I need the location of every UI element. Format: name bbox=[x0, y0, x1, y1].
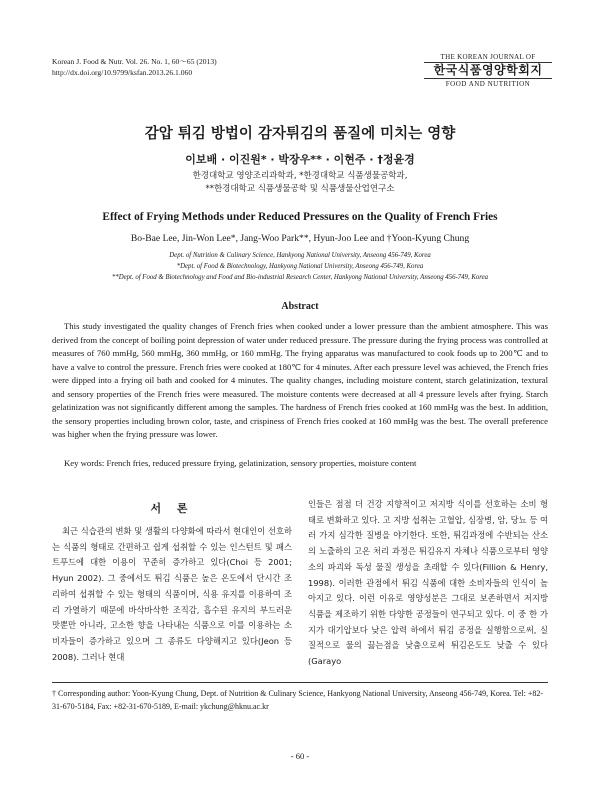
body-text-right-column: 인들은 점점 더 건강 지향적이고 저지방 식이를 선호하는 소비 형태로 변화하고 있다. 고 지방 섭취는 고혈압, 심장병, 암, 당뇨 등 여러 가지 심각한 질병을 야기한다. 또한, 튀김과정에 수반되는 산소의 노출하의 고온 처리 과정은 튀김유지 자체나 식품으로부터 영양소의 파괴와 독성 물질 생성을 초래할 수 있다(Fillion & Henry, 1998). 이러한 관점에서 튀김 식품에 대한 소비자들의 인식이 높아지고 있다. 이런 이유로 영양성분은 그대로 보존하면서 저지방 식품을 제조하기 위한 다양한 공정들이 연구되고 있다. 이 중 한 가지가 대기압보다 낮은 압력 하에서 튀김 공정을 실행함으로써, 실질적으로 물의 끓는점을 낮춤으로써 튀김온도도 낮출 수 있다(Garayo bbox=[308, 499, 548, 667]
journal-citation-block bbox=[52, 56, 217, 78]
korean-title: 감압 튀김 방법이 감자튀김의 품질에 미치는 영향 bbox=[144, 126, 456, 142]
keywords: Key words: French fries, reduced pressure frying, gelatinization, sensory properties, moisture content bbox=[64, 458, 417, 468]
abstract-heading: Abstract bbox=[281, 301, 319, 312]
english-title: Effect of Frying Methods under Reduced Pressures on the Quality of French Fries bbox=[102, 211, 498, 223]
abstract-text: This study investigated the quality changes of French fries when cooked under a lower pressure than the ambient atmosphere. This was derived from the concept of boiling point depression of water under reduced pressure. The pressure during the frying process was controlled at measures of 760 mmHg, 560 mmHg, 360 mmHg, or 160 mmHg. The frying apparatus was manufactured to cook foods up to 200℃ and to have a valve to control the pressure. French fries were cooked at 180℃ for 4 minutes. After each pressure level was achieved, the French fries were dipped into a frying oil bath and cooked for 4 minutes. The quality changes, including moisture content, starch gelatinization, textural and sensory properties of the French fries were measured. The moisture contents were decreased at all 4 pressure levels after frying. Starch gelatinization was not significantly different among the samples. The hardness of French fries cooked at 160 mmHg was the best. In addition, the sensory properties including brown color, taste, and crispiness of French fries cooked at 160 mmHg was the best. The overall preference was higher when the frying pressure was lower. bbox=[52, 321, 548, 440]
journal-logo-top: THE KOREAN JOURNAL OF bbox=[424, 53, 552, 63]
english-authors: Bo-Bae Lee, Jin-Won Lee*, Jang-Woo Park**, Hyun-Joo Lee and †Yoon-Kyung Chung bbox=[130, 233, 470, 244]
doi-link[interactable]: http://dx.doi.org/10.9799/ksfan.2013.26.1.060 bbox=[52, 68, 193, 77]
journal-citation: Korean J. Food & Nutr. Vol. 26. No. 1, 60～65 (2013) bbox=[52, 57, 217, 66]
footnote-divider bbox=[52, 682, 548, 683]
corresponding-author-footnote: † Corresponding author: Yoon-Kyung Chung, Dept. of Nutrition & Culinary Science, Hankyong National University, Anseong 456-749, Korea. Tel: +82-31-670-5184, Fax: +82-31-670-5189, E-mail: ykchung@hknu.ac.kr bbox=[52, 689, 543, 711]
journal-logo-bottom: FOOD AND NUTRITION bbox=[424, 78, 552, 88]
journal-logo-main: 한국식품영양학회지 bbox=[433, 63, 543, 77]
introduction-heading: 서 론 bbox=[150, 502, 194, 515]
journal-logo bbox=[424, 53, 552, 88]
korean-authors: 이보배 · 이진원* · 박장우** · 이현주 · †정윤경 bbox=[185, 153, 415, 166]
english-affiliation-1: Dept. of Nutrition & Culinary Science, Hankyong National University, Anseong 456-749, Korea bbox=[169, 252, 431, 259]
english-affiliation-3: **Dept. of Food & Biotechnology and Food and Bio-industrial Research Center, Hankyong National University, Anseong 456-749, Korea bbox=[111, 274, 489, 281]
page-number: - 60 - bbox=[290, 751, 310, 761]
english-affiliation-2: *Dept. of Food & Biotechnology, Hankyong National University, Anseong 456-749, Korea bbox=[176, 263, 424, 270]
body-text-left-column: 최근 식습관의 변화 및 생활의 다양화에 따라서 현대인이 선호하는 식품의 형태로 간편하고 쉽게 섭취할 수 있는 인스턴트 및 패스트푸드에 대한 이용이 꾸준히 증가하고 있다(Choi 등 2001; Hyun 2002). 그 중에서도 튀김 식품은 높은 온도에서 단시간 조리하여 섭취할 수 있는 형태의 식품이며, 식용 유지를 이용하여 조리 가열하기 때문에 바삭바삭한 조직감, 흡수된 유지의 부드러운 맛뿐만 아니라, 고소한 향을 나타내는 식품으로 이를 이용하는 소비자들이 증가하고 있으며 그 종류도 다양해지고 있다(Jeon 등 2008). 그러나 현대 bbox=[52, 526, 292, 662]
korean-affiliation-2: **한경대학교 식품생물공학 및 식품생물산업연구소 bbox=[205, 184, 395, 194]
korean-affiliation-1: 한경대학교 영양조리과학과, *한경대학교 식품생물공학과, bbox=[192, 171, 408, 181]
